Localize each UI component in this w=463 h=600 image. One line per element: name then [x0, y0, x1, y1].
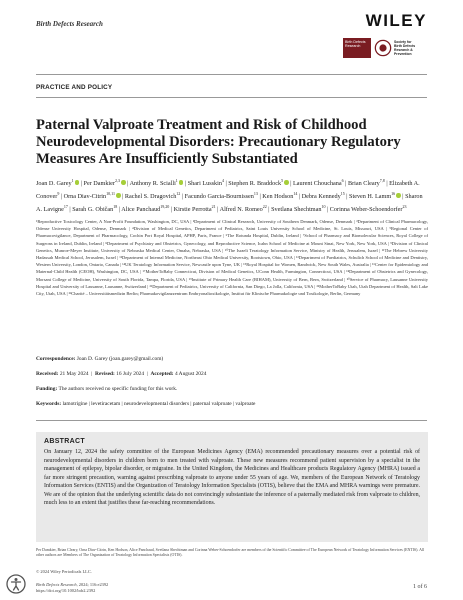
author-name: Anthony R. Scialli$^1$: [130, 180, 184, 187]
author-name: Kirstie Perrotta$^{21}$: [173, 203, 216, 213]
author-name: Corinna Weber-Schoendorfer$^{23}$: [329, 203, 407, 213]
doi-link[interactable]: https://doi.org/10.1002/bdr2.2392: [36, 587, 96, 593]
author-separator: |: [223, 180, 229, 188]
author-name: Ken Hodson$^{14}$: [262, 190, 298, 200]
author-separator: |: [288, 180, 293, 188]
correspondence-email[interactable]: Joan D. Garey (joan.garey@gmail.com): [76, 356, 164, 362]
author-name: Steven H. Lamm$^{16}$: [349, 193, 401, 200]
article-title: Paternal Valproate Treatment and Risk of Childhood Neurodevelopmental Disorders: Precautionary Regulatory Measures Are Insufficiently Substantiated: [36, 117, 401, 168]
footnote: Per Damkier, Brian Cleary, Orna Diav-Citrin, Ken Hodson, Alice Panchaud, Svetlana Shechtman and Corinna Weber-Schoendorfer are members of the Scientific Committee of The European Network of Teratology Information Services (ENTIS). All other authors are Members of The Organization of Teratology Information Specialists (OTIS).: [36, 548, 425, 558]
abstract-heading: ABSTRACT: [44, 438, 85, 445]
author-affiliation-sup: 10: [321, 203, 326, 209]
abstract-box: [36, 432, 428, 542]
society-logo-icon: [374, 39, 392, 57]
author-name: Facundo Garcia-Bournissen$^{13}$: [184, 190, 258, 200]
author-separator: |: [125, 180, 130, 188]
author-separator: |: [117, 205, 122, 213]
author-list: [36, 176, 428, 215]
section-divider: [36, 97, 427, 98]
author-separator: |: [266, 205, 272, 213]
keywords-divider: [36, 420, 427, 421]
author-name: Svetlana Shechtman$^{10}$: [271, 203, 326, 213]
author-affiliation-sup: 6: [341, 178, 344, 183]
author-affiliation-sup: 14: [293, 190, 298, 196]
author-affiliation-sup: 4: [221, 178, 224, 183]
copyright: © 2024 Wiley Periodicals LLC.: [36, 569, 92, 574]
author-affiliation-sup: 5: [281, 178, 284, 183]
author-name: Sarah G. Običan$^{18}$: [72, 203, 118, 213]
author-affiliation-sup: 23: [402, 203, 407, 209]
author-separator: |: [169, 205, 174, 213]
author-separator: |: [215, 205, 220, 213]
funding-statement: Funding: The authors received no specific funding for this work.: [36, 386, 178, 392]
author-affiliation-sup: 21: [211, 203, 216, 209]
author-name: Rachel S. Dragovich$^{12}$: [124, 190, 181, 200]
author-affiliation-sup: 7,8: [379, 178, 385, 183]
badge-line: Research: [345, 44, 361, 48]
author-name: Joan D. Garey$^1$: [36, 180, 79, 187]
author-separator: |: [67, 205, 73, 213]
author-name: Shari Lusskin$^4$: [187, 178, 224, 188]
author-affiliation-sup: 17: [63, 203, 68, 209]
page-number: 1 of 6: [413, 584, 427, 590]
correspondence: Correspondence: Joan D. Garey (joan.garey@gmail.com): [36, 356, 164, 362]
author-affiliation-sup: 1: [175, 178, 178, 183]
section-label: PRACTICE AND POLICY: [36, 84, 113, 91]
author-name: Brian Cleary$^{7,8}$: [347, 178, 385, 188]
badge-line: Birth Defects: [345, 40, 366, 44]
author-name: Stephen R. Braddock$^5$: [228, 180, 288, 187]
author-affiliation-sup: 18: [113, 203, 118, 209]
author-affiliation-sup: 2,3: [114, 178, 120, 183]
society-name: Society for Birth Defects Research & Prevention: [394, 40, 416, 56]
author-name: Alfred N. Romeo$^{22}$: [219, 203, 267, 213]
author-affiliation-sup: 10,11: [106, 190, 115, 196]
author-affiliation-sup: 22: [262, 203, 267, 209]
author-affiliation-sup: 16: [391, 190, 396, 196]
accessibility-icon[interactable]: [6, 574, 26, 594]
author-separator: |: [79, 180, 84, 188]
abstract-body: On January 12, 2024 the safety committee of the European Medicines Agency (EMA) recommended precautionary measures over a potential risk of neurodevelopmental disorders in children born to men treated with valproate. These new measures recommend patient supervision by a specialist in the management of epilepsy, bipolar disorder, or migraine. In the United Kingdom, the Medicines and Healthcare products Regulatory Agency (MHRA) issued a far more stringent precaution, warning against prescribing valproate to anyone under 55 years of age. We, members of the European Network of Teratology Information Services (ENTIS) and the Organization of Teratology Information Specialists (OTIS), believe that the EMA and MHRA warnings were premature. We are of the opinion that the underlying scientific data do not convincingly substantiate the inference of a paternally mediated risk from valproate to children, much less to an extent that justifies these far-reaching recommendations.: [44, 449, 420, 506]
author-name: Alice Panchaud$^{19,20}$: [121, 203, 170, 213]
affiliations: ¹Reproductive Toxicology Center, A Non-Profit Foundation, Washington, DC, USA | ²Department of Clinical Research, University of Southern Denmark, Odense, Denmark | ³Department of Clinical Pharmacology, Odense University Hospital, Odense, Denmark | ⁴Division of Medical Genetics, Department of Pediatrics, Saint Louis University School of Medicine, St. Louis, Missouri, USA | ⁵Regional Center of Pharmacovigilance, Department of Pharmacology, Cochin Port Royal Hospital, APHP, Paris, France | ⁶The Rotunda Hospital, Dublin, Ireland | ⁷School of Pharmacy and Biomolecular Sciences, Royal College of Surgeons in Ireland, Dublin, Ireland | ⁸Department of Psychiatry and Obstetrics, Gynecology, and Reproductive Science, Icahn School of Medicine at Mount Sinai, New York, New York, USA | ⁹Division of Clinical Genetics, Munroe-Meyer Institute, University of Nebraska Medical Center, Omaha, Nebraska, USA | ¹⁰The Israeli Teratology Information Service, Ministry of Health, Jerusalem, Israel | ¹¹The Hebrew University Hadassah Medical School, Jerusalem, Israel | ¹²Department of Internal Medicine, Northeast Ohio Medical University, Rootstown, Ohio, USA | ¹³Department of Paediatrics, Schulich School of Medicine and Dentistry, Western University, London, Ontario, Canada | ¹⁴UK Teratology Information Service, Newcastle upon Tyne, UK | ¹⁵Royal Hospital for Women, Randwick, New South Wales, Australia | ¹⁶Center for Epidemiology and Maternal-Child Health (CEOH), Washington, DC, USA | ¹⁷MotherToBaby Connecticut, Division of Medical Genetics, UConn Health, Farmington, Connecticut, USA | ¹⁸Department of Obstetrics and Gynecology, Morsani College of Medicine, University of South Florida, Tampa, Florida, USA | ¹⁹Institute of Primary Health Care (BIHAM), University of Bern, Bern, Switzerland | ²⁰Service of Pharmacy, Lausanne University Hospital and University of Lausanne, Lausanne, Switzerland | ²¹Department of Pediatrics, University of California, San Diego, La Jolla, California, USA | ²²MotherToBaby Utah, Utah Department of Health, Salt Lake City, Utah, USA | ²³Charité – Universitätsmedizin Berlin; Pharmakovigilanzzentrum Embryonaltoxikologie, Institut für Klinische Pharmakologie und Toxikologie, Berlin, Germany: [36, 219, 428, 297]
author-separator: |: [257, 192, 263, 200]
author-separator: |: [384, 180, 390, 188]
author-name: Laurent Chouchana$^6$: [293, 178, 344, 188]
author-separator: |: [400, 192, 406, 200]
header-divider: [36, 74, 427, 75]
author-name: Debra Kennedy$^{15}$: [301, 190, 345, 200]
journal-cover-badge: [343, 38, 371, 58]
author-affiliation-sup: 9: [57, 190, 60, 196]
author-separator: |: [180, 192, 185, 200]
article-dates: Received: 21 May 2024 | Revised: 16 July 2024 | Accepted: 4 August 2024: [36, 371, 207, 377]
author-separator: |: [120, 192, 125, 200]
author-separator: |: [297, 192, 302, 200]
author-name: Elizabeth A. Conover$^9$: [36, 180, 420, 200]
author-separator: |: [59, 192, 64, 200]
keywords: Keywords: lamotrigine | levetiracetam | neurodevelopmental disorders | paternal valproate | valproate: [36, 401, 256, 407]
author-name: Sharon A. Lavigne$^{17}$: [36, 192, 423, 213]
journal-badge: [343, 38, 427, 58]
author-name: Per Damkier$^{2,3}$: [84, 180, 126, 187]
journal-name: Birth Defects Research: [36, 20, 103, 28]
author-affiliation-sup: 19,20: [160, 203, 170, 209]
author-affiliation-sup: 15: [340, 190, 345, 196]
citation: Birth Defects Research, 2024; 116:e2392 https://doi.org/10.1002/bdr2.2392: [36, 582, 109, 593]
author-affiliation-sup: 13: [253, 190, 258, 196]
author-affiliation-sup: 12: [176, 190, 181, 196]
publisher-logo: WILEY: [365, 11, 427, 30]
author-separator: |: [343, 180, 348, 188]
author-separator: |: [344, 192, 350, 200]
author-separator: |: [183, 180, 188, 188]
author-separator: |: [325, 205, 330, 213]
author-name: Orna Diav-Citrin$^{10,11}$: [64, 193, 121, 200]
author-affiliation-sup: 1: [71, 178, 74, 183]
